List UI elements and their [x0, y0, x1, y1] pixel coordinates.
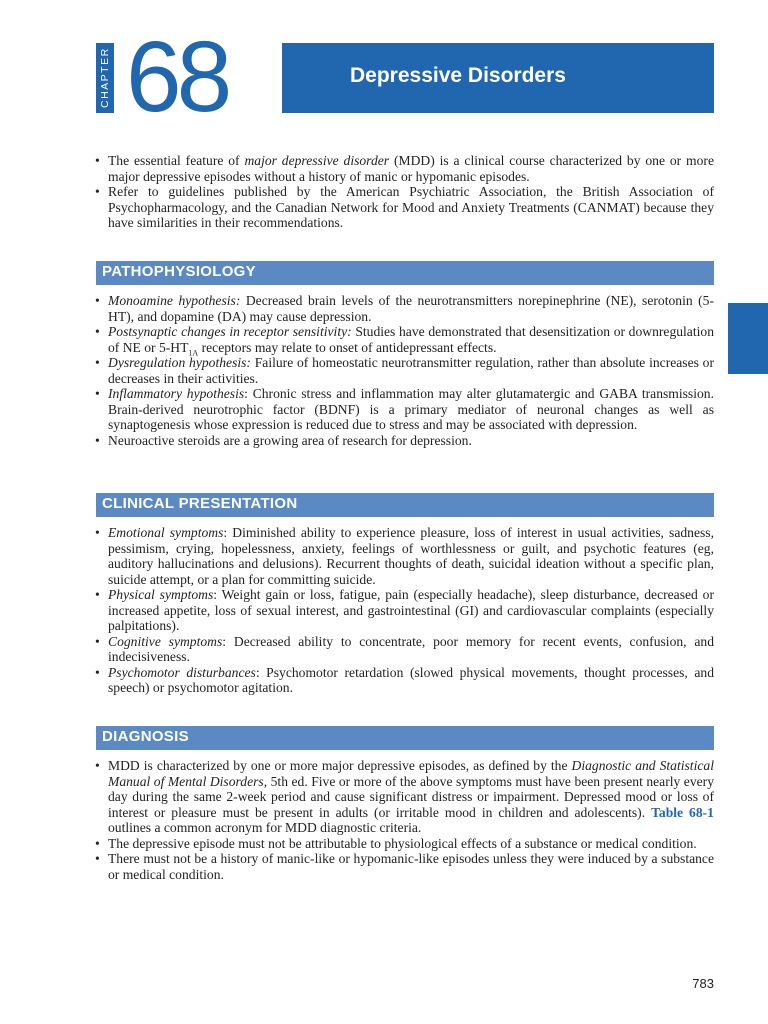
pathophysiology-list	[93, 293, 714, 448]
section-title: CLINICAL PRESENTATION	[102, 495, 298, 512]
chapter-number: 68	[126, 21, 228, 133]
list-item: • The depressive episode must not be attributable to physiological effects of a substance or medical condition.	[93, 836, 714, 852]
list-item: • Dysregulation hypothesis: Failure of homeostatic neurotransmitter regulation, rather than absolute increases or decreases in their activities.	[93, 355, 714, 386]
section-title: DIAGNOSIS	[102, 728, 189, 745]
list-item: • Emotional symptoms: Diminished ability to experience pleasure, loss of interest in usual activities, sadness, pessimism, crying, hopelessness, anxiety, feelings of worthlessness or guilt, and psychotic features (eg, auditory hallucinations and delusions). Recurrent thoughts of death, suicidal ideation without a specific plan, suicide attempt, or a plan for committing suicide.	[93, 525, 714, 587]
list-item: • MDD is characterized by one or more major depressive episodes, as defined by the Diagnostic and Statistical Manual of Mental Disorders, 5th ed. Five or more of the above symptoms must have been present nearly every day during the same 2-week period and cause significant distress or impairment. Depressed mood or loss of interest or pleasure must be present in adults (or irritable mood in children and adolescents). Table 68-1 outlines a common acronym for MDD diagnostic criteria.	[93, 758, 714, 836]
section-header-pathophysiology	[96, 261, 714, 285]
section-title: PATHOPHYSIOLOGY	[102, 263, 256, 280]
list-item: • Monoamine hypothesis: Decreased brain levels of the neurotransmitters norepinephrine (NE), serotonin (5-HT), and dopamine (DA) may cause depression.	[93, 293, 714, 324]
list-item: • There must not be a history of manic-like or hypomanic-like episodes unless they were induced by a substance or medical condition.	[93, 851, 714, 882]
chapter-label: CHAPTER	[99, 47, 111, 109]
chapter-title: Depressive Disorders	[350, 64, 566, 87]
list-item: • The essential feature of major depressive disorder (MDD) is a clinical course characterized by one or more major depressive episodes without a history of manic or hypomanic episodes.	[93, 153, 714, 184]
list-item: • Postsynaptic changes in receptor sensitivity: Studies have demonstrated that desensitization or downregulation of NE or $5-HT_{1A}$ receptors may relate to onset of antidepressant effects.	[93, 324, 714, 355]
section-thumb-tab	[728, 303, 768, 374]
intro-list	[93, 153, 714, 231]
list-item: • Inflammatory hypothesis: Chronic stress and inflammation may alter glutamatergic and GABA transmission. Brain-derived neurotrophic factor (BDNF) is a primary mediator of neuronal changes as well as synaptogenesis whose expression is reduced due to stress and may be associated with depression.	[93, 386, 714, 433]
table-68-1-link[interactable]: Table 68-1	[651, 804, 714, 820]
page-number: 783	[692, 976, 714, 991]
diagnosis-list	[93, 758, 714, 882]
list-item: • Physical symptoms: Weight gain or loss, fatigue, pain (especially headache), sleep disturbance, decreased or increased appetite, loss of sexual interest, and gastrointestinal (GI) and cardiovascular complaints (especially palpitations).	[93, 587, 714, 634]
list-item: • Refer to guidelines published by the American Psychiatric Association, the British Association of Psychopharmacology, and the Canadian Network for Mood and Anxiety Treatments (CANMAT) because they have similarities in their recommendations.	[93, 184, 714, 231]
section-header-clinical-presentation	[96, 493, 714, 517]
list-item: • Cognitive symptoms: Decreased ability to concentrate, poor memory for recent events, confusion, and indecisiveness.	[93, 634, 714, 665]
section-header-diagnosis	[96, 726, 714, 750]
clinical-presentation-list	[93, 525, 714, 696]
list-item: • Psychomotor disturbances: Psychomotor retardation (slowed physical movements, thought processes, and speech) or psychomotor agitation.	[93, 665, 714, 696]
list-item: • Neuroactive steroids are a growing area of research for depression.	[93, 433, 714, 449]
